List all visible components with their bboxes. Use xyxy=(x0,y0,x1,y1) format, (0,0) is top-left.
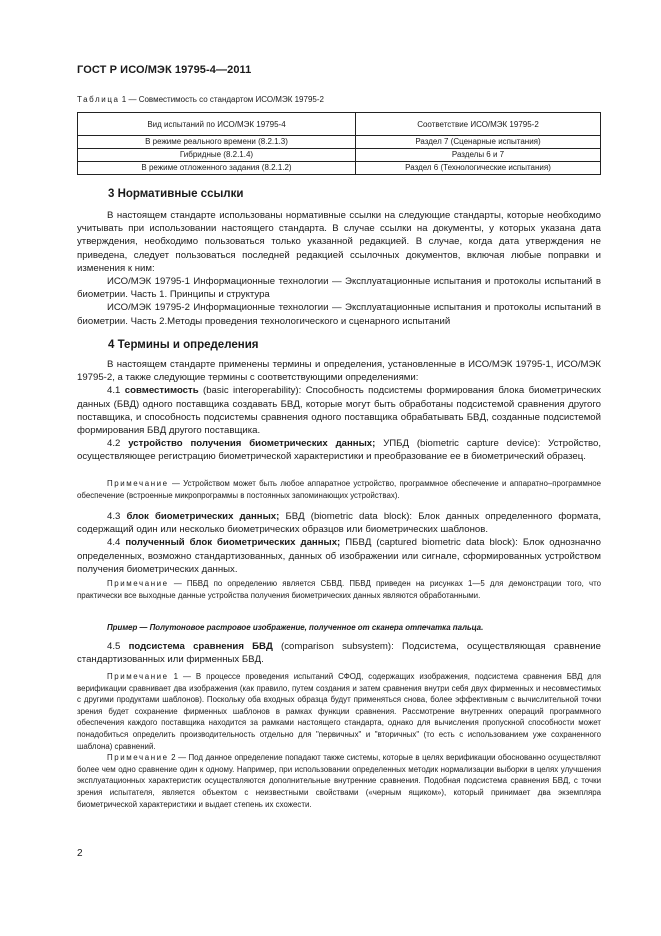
notes-4-5 xyxy=(77,671,601,810)
table-cell: В режиме реального времени (8.2.1.3) xyxy=(78,136,356,149)
document-header: ГОСТ Р ИСО/МЭК 19795-4—2011 xyxy=(77,64,252,76)
note-4-2: Примечание — Устройством может быть любое аппаратное устройство, программное обеспечение и аппаратно–программное обеспечение (встроенные микропрограммы в постоянных запоминающих устройствах). xyxy=(77,479,601,500)
term-name: блок биометрических данных; xyxy=(126,511,280,522)
table-header-cell: Вид испытаний по ИСО/МЭК 19795-4 xyxy=(78,113,356,136)
reference-item: ИСО/МЭК 19795-2 Информационные технологии — Эксплуатационные испытания и протоколы испытаний в биометрии. Часть 2.Методы проведения технологического и сценарного испытаний xyxy=(77,302,601,327)
section-3-body xyxy=(77,209,601,328)
note-4-4: Примечание — ПБBД по определению является СБBД. ПБBД приведен на рисунках 1—5 для демонстрации того, что практически все выходные данные устройства получения биометрических данных являются обработанными. xyxy=(77,579,601,600)
term-name: устройство получения биометрических данных; xyxy=(128,438,376,450)
table-cell: Раздел 7 (Сценарные испытания) xyxy=(356,136,601,149)
term-name: полученный блок биометрических данных; xyxy=(125,537,341,549)
table-cell: В режиме отложенного задания (8.2.1.2) xyxy=(78,162,356,175)
example: Пример — Полутоновое растровое изображение, полученное от сканера отпечатка пальца. xyxy=(107,623,484,632)
reference-item: ИСО/МЭК 19795-1 Информационные технологии — Эксплуатационные испытания и протоколы испытаний в биометрии. Часть 1. Принципы и структура xyxy=(77,276,601,301)
term-4-2: 4.2 устройство получения биометрических данных; УПБД (biometric capture device): Устройство, осуществляющее регистрацию биометрической характеристики и преобразование ее в биометрический образец. xyxy=(77,438,601,463)
table-cell: Раздел 6 (Технологические испытания) xyxy=(356,162,601,175)
table-row xyxy=(78,136,601,149)
term-name: совместимость xyxy=(124,385,199,397)
table-header-cell: Соответствие ИСО/МЭК 19795-2 xyxy=(356,113,601,136)
note-label: Примечание xyxy=(107,672,169,681)
table-row xyxy=(78,162,601,175)
table-row xyxy=(78,149,601,162)
section-4-heading: 4 Термины и определения xyxy=(108,339,259,351)
paragraph: В настоящем стандарте использованы нормативные ссылки на следующие стандарты, которые необходимо учитывать при использовании настоящего стандарта. В случае ссылки на документы, у которых указана дата утверждения, необходимо пользоваться только указанной редакцией. В случае, когда дата утверждения не приведена, следует пользоваться последней редакцией ссылочных документов, включая любые поправки и изменения к ним: xyxy=(77,210,601,274)
table-header-row xyxy=(78,113,601,136)
table-cell: Разделы 6 и 7 xyxy=(356,149,601,162)
table-cell: Гибридные (8.2.1.4) xyxy=(78,149,356,162)
note-label: Примечание xyxy=(107,753,169,763)
page-number: 2 xyxy=(77,848,83,859)
note-4-5-1: Примечание 1 — В процессе проведения испытаний СФОД, содержащих изображения, подсистема сравнения БBД для верификации сравнивает два изображения (как правило, путем создания и затем сравнения внутри себя двух фирменных и несовместимых с другими продуктами шаблонов). Поскольку оба входных образца будут применяться снова, более эффективным с вычислительной точки зрения будет сохранение фирменных шаблонов в рамках функции сравнения. Рассмотрение внутренних операций программного обеспечения каждого поставщика находится за рамками настоящего стандарта, однако для вычисления пропускной способности может понадобиться определить производительность отдельно для "первичных" и "вторичных" (то есть с использованием уже сохраненного шаблона) сравнений. xyxy=(77,672,601,751)
term-4-1: 4.1 совместимость (basic interoperability): Способность подсистемы формирования блока биометрических данных (БBД) одного поставщика создавать БBД, которые могут быть обработаны подсистемой сравнения другого поставщика, и способность подсистемы сравнения одного поставщика обрабатывать БBД, созданные подсистемой формирования БBД другого поставщика. xyxy=(77,385,601,437)
note-label: Примечание xyxy=(107,479,169,488)
term-4-4: 4.4 полученный блок биометрических данных; ПБBД (captured biometric data block): Блок однозначно определенных, возможно стандартизованных, данных об изображении или сигнале, сформированных устройством получения биометрических данных. xyxy=(77,537,601,575)
table-caption-text: 1 — Совместимость со стандартом ИСО/МЭК 19795-2 xyxy=(119,95,324,104)
section-4-terms-3 xyxy=(77,640,601,666)
table-caption-label: Таблица xyxy=(77,95,120,104)
note-label: Примечание xyxy=(107,579,169,588)
term-4-3: 4.3 блок биометрических данных; БBД (biometric data block): Блок данных определенного формата, содержащий один или несколько биометрических образцов или биометрических шаблонов. xyxy=(77,511,601,536)
section-4-terms-2 xyxy=(77,510,601,576)
term-name: подсистема сравнения БBД xyxy=(128,641,273,652)
note-4-5-2: Примечание 2 — Под данное определение попадают также системы, которые в целях верификации обоснованно осуществляют более чем одно сравнение один к одному. Например, при использовании определенных методик нормализации выборки в целях улучшения эксплуатационных характеристик осуществляются дополнительные внутренние сравнения. Подобная подсистема сравнения БBД, с точки зрения испытателя, является объектом с неизвестными свойствами («черным ящиком»), который принимает два экземпляра биометрической характеристики и выдает степень их схожести. xyxy=(77,753,601,809)
compatibility-table xyxy=(77,112,601,175)
section-4-terms-1 xyxy=(77,358,601,464)
paragraph: В настоящем стандарте применены термины и определения, установленные в ИСО/МЭК 19795-1, ИСО/МЭК 19795-2, а также следующие термины с соответствующими определениями: xyxy=(77,359,601,384)
section-3-heading: 3 Нормативные ссылки xyxy=(108,188,244,200)
term-4-5: 4.5 подсистема сравнения БBД (comparison subsystem): Подсистема, осуществляющая сравнение стандартизованных или фирменных БBД. xyxy=(77,641,601,666)
table-caption xyxy=(77,95,324,104)
